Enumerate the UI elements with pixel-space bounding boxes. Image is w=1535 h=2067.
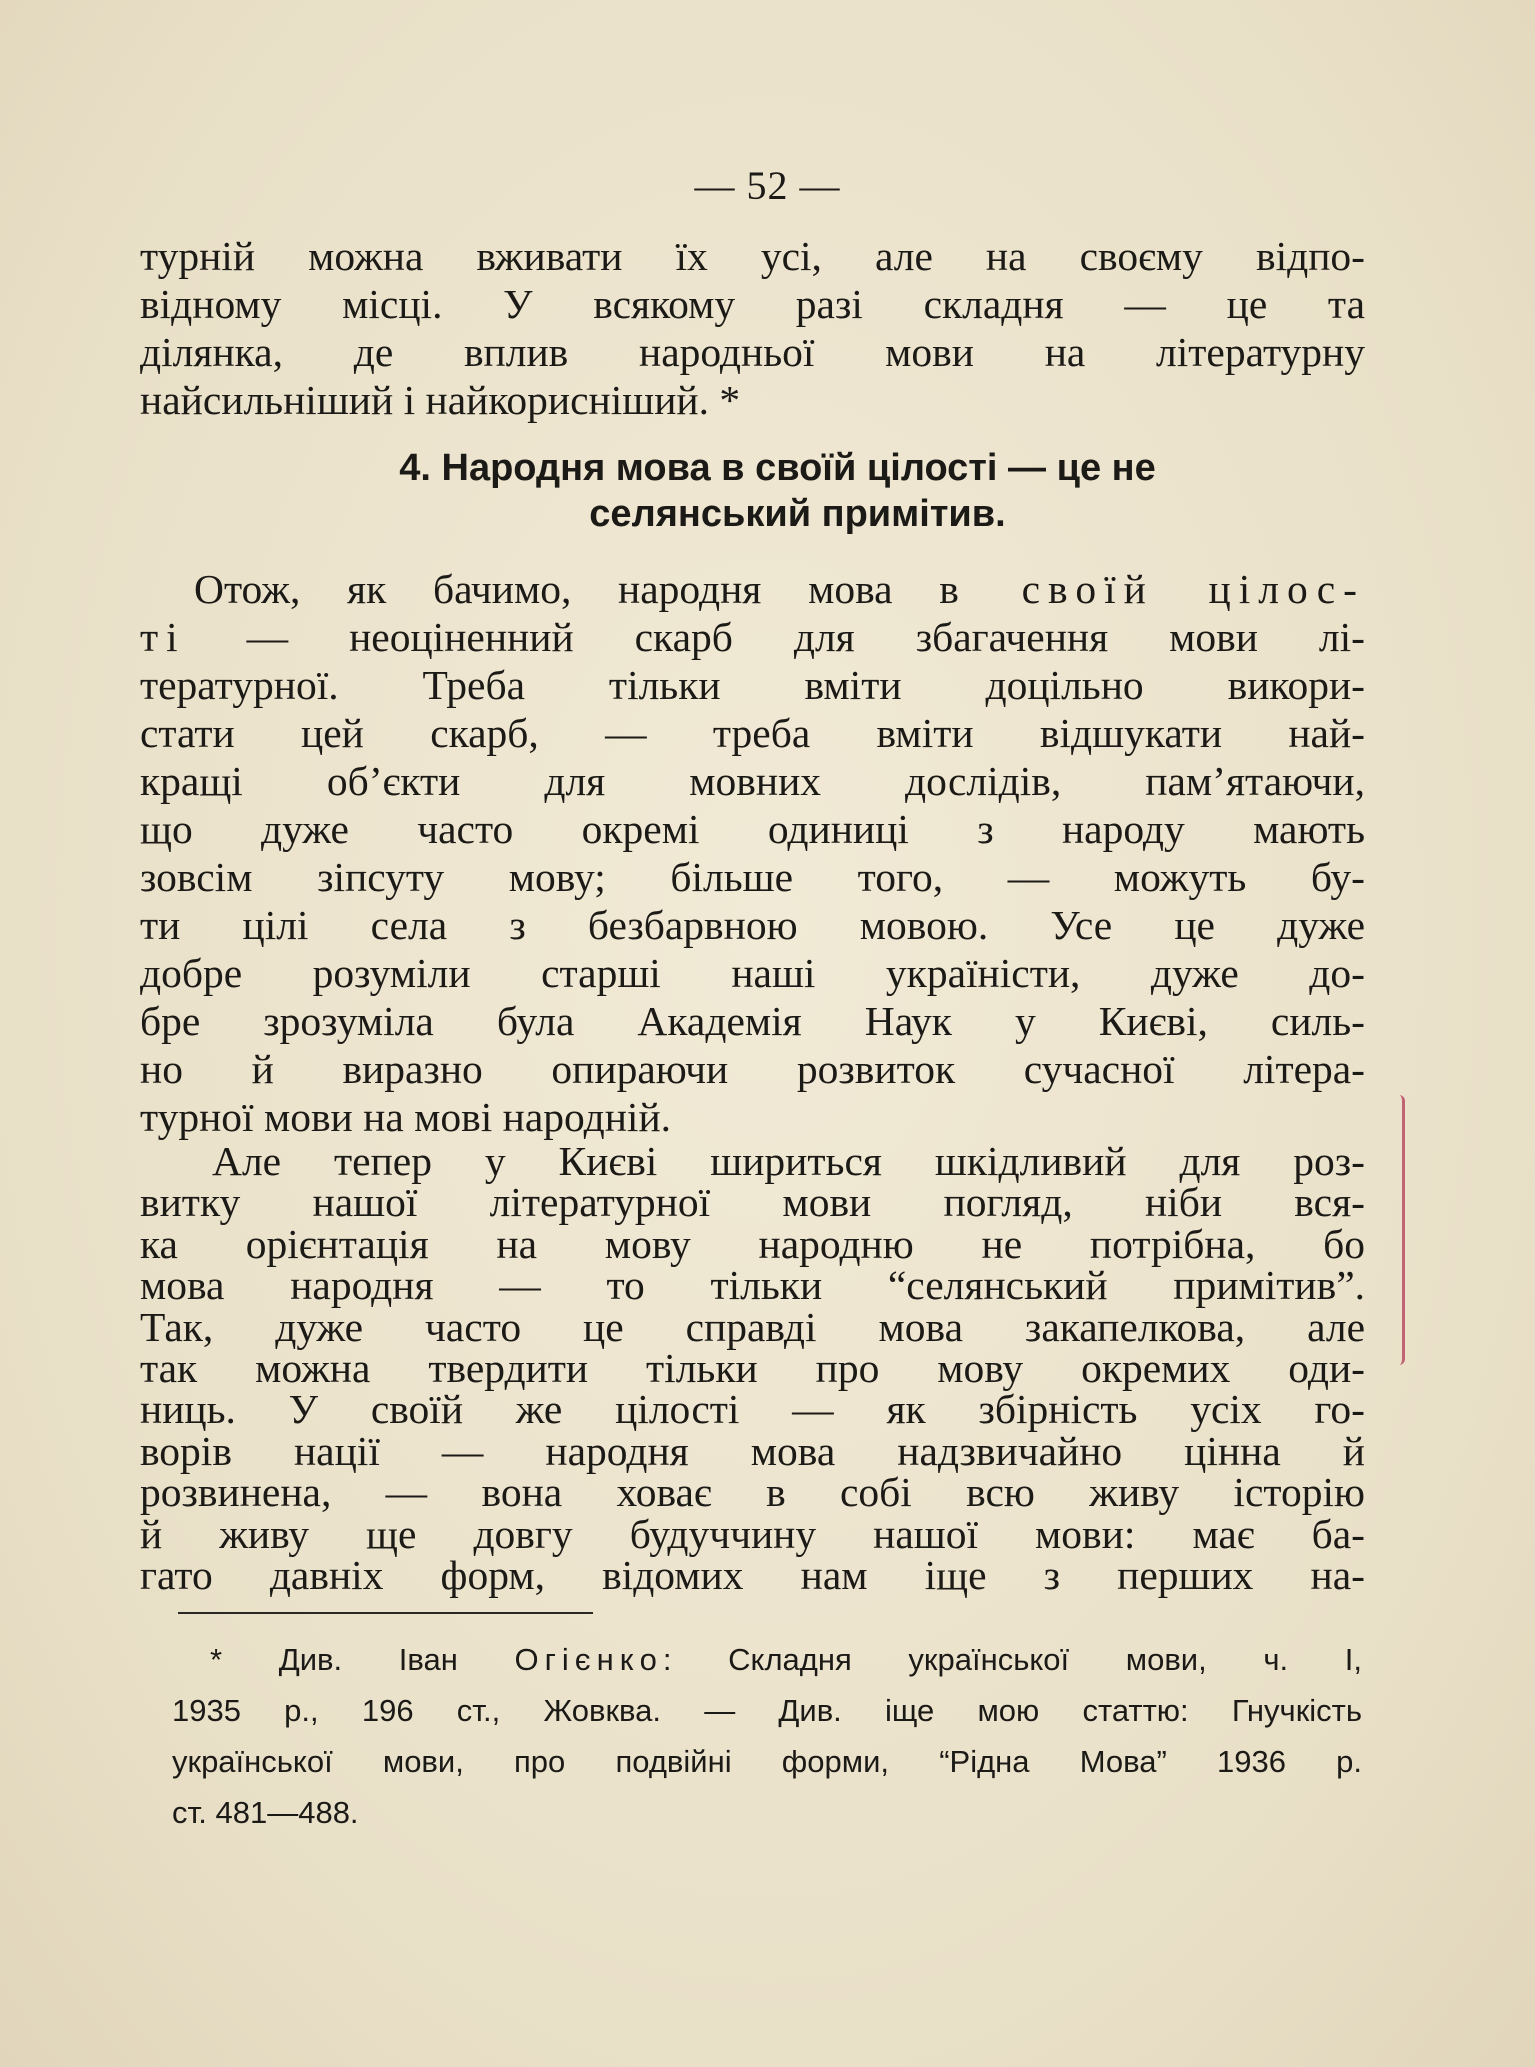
text-line: но й виразно опираючи розвиток сучасної літера- — [140, 1046, 1365, 1092]
text-line: що дуже часто окремі одиниці з народу мають — [140, 806, 1365, 852]
text-span: * Див. Іван — [210, 1642, 515, 1677]
section-heading: 4. Народня мова в своїй цілості — це не — [399, 447, 1156, 489]
text-line: ниць. У своїй же цілості — як збірність усіх го- — [140, 1386, 1365, 1432]
text-line: кращі об’єкти для мовних дослідів, пам’ятаючи, — [140, 758, 1365, 804]
text-span: : Складня української мови, ч. I, — [662, 1642, 1363, 1677]
text-line: ворів нації — народня мова надзвичайно цінна й — [140, 1428, 1365, 1474]
text-span: — неоціненний скарб для збагачення мови лі- — [185, 614, 1365, 660]
text-line: стати цей скарб, — треба вміти відшукати най- — [140, 710, 1365, 756]
text-line: найсильніший і найкорисніший. * — [140, 377, 741, 423]
footnote-line: ст. 481—488. — [172, 1795, 359, 1830]
text-line: й живу ще довгу будуччину нашої мови: має ба- — [140, 1511, 1365, 1557]
text-line — [140, 613, 1365, 661]
text-line: Так, дуже часто це справді мова закапелкова, але — [140, 1304, 1365, 1350]
section-heading-continued: селянський примітив. — [589, 493, 1006, 535]
spaced-emphasis: ті — [140, 614, 186, 660]
text-line: відному місці. У всякому разі складня — це та — [140, 281, 1365, 327]
text-span: Отож, як бачимо, народня мова — [194, 566, 940, 612]
text-line: бре зрозуміла була Академія Наук у Києві, силь- — [140, 998, 1365, 1044]
spaced-author-name: Огієнко — [514, 1642, 663, 1677]
text-line: витку нашої літературної мови погляд, ніби вся- — [140, 1179, 1365, 1225]
text-line: добре розуміли старші наші україністи, дуже до- — [140, 950, 1365, 996]
paragraph-first-line: Але тепер у Києві шириться шкідливий для роз- — [212, 1138, 1365, 1184]
text-line: розвинена, — вона ховає в собі всю живу історію — [140, 1469, 1365, 1515]
text-line: гато давніх форм, відомих нам іще з перших на- — [140, 1552, 1365, 1598]
footnote-line: 1935 р., 196 ст., Жовква. — Див. іще мою статтю: Гнучкість — [172, 1693, 1362, 1728]
text-line: ти цілі села з безбарвною мовою. Усе це дуже — [140, 902, 1365, 948]
text-line: турної мови на мові народній. — [140, 1094, 672, 1140]
text-line: так можна твердити тільки про мову окремих оди- — [140, 1345, 1365, 1391]
text-line: ділянка, де вплив народньої мови на літературну — [140, 329, 1365, 375]
text-line: ка орієнтація на мову народню не потрібна, бо — [140, 1221, 1365, 1267]
text-line: тературної. Треба тільки вміти доцільно викори- — [140, 662, 1365, 708]
footnote-first-line — [210, 1638, 1362, 1681]
spaced-emphasis: в своїй цілос- — [939, 566, 1365, 612]
footnote-line: української мови, про подвійні форми, “Рідна Мова” 1936 р. — [172, 1744, 1362, 1779]
footnote-separator — [178, 1612, 593, 1614]
margin-pencil-mark — [1394, 1095, 1405, 1365]
paragraph-first-line — [194, 565, 1365, 613]
text-line: мова народня — то тільки “селянський примітив”. — [140, 1262, 1365, 1308]
page-number: — 52 — — [694, 163, 841, 208]
text-line: зовсім зіпсуту мову; більше того, — можуть бу- — [140, 854, 1365, 900]
text-line: турній можна вживати їх усі, але на своєму відпо- — [140, 233, 1365, 279]
